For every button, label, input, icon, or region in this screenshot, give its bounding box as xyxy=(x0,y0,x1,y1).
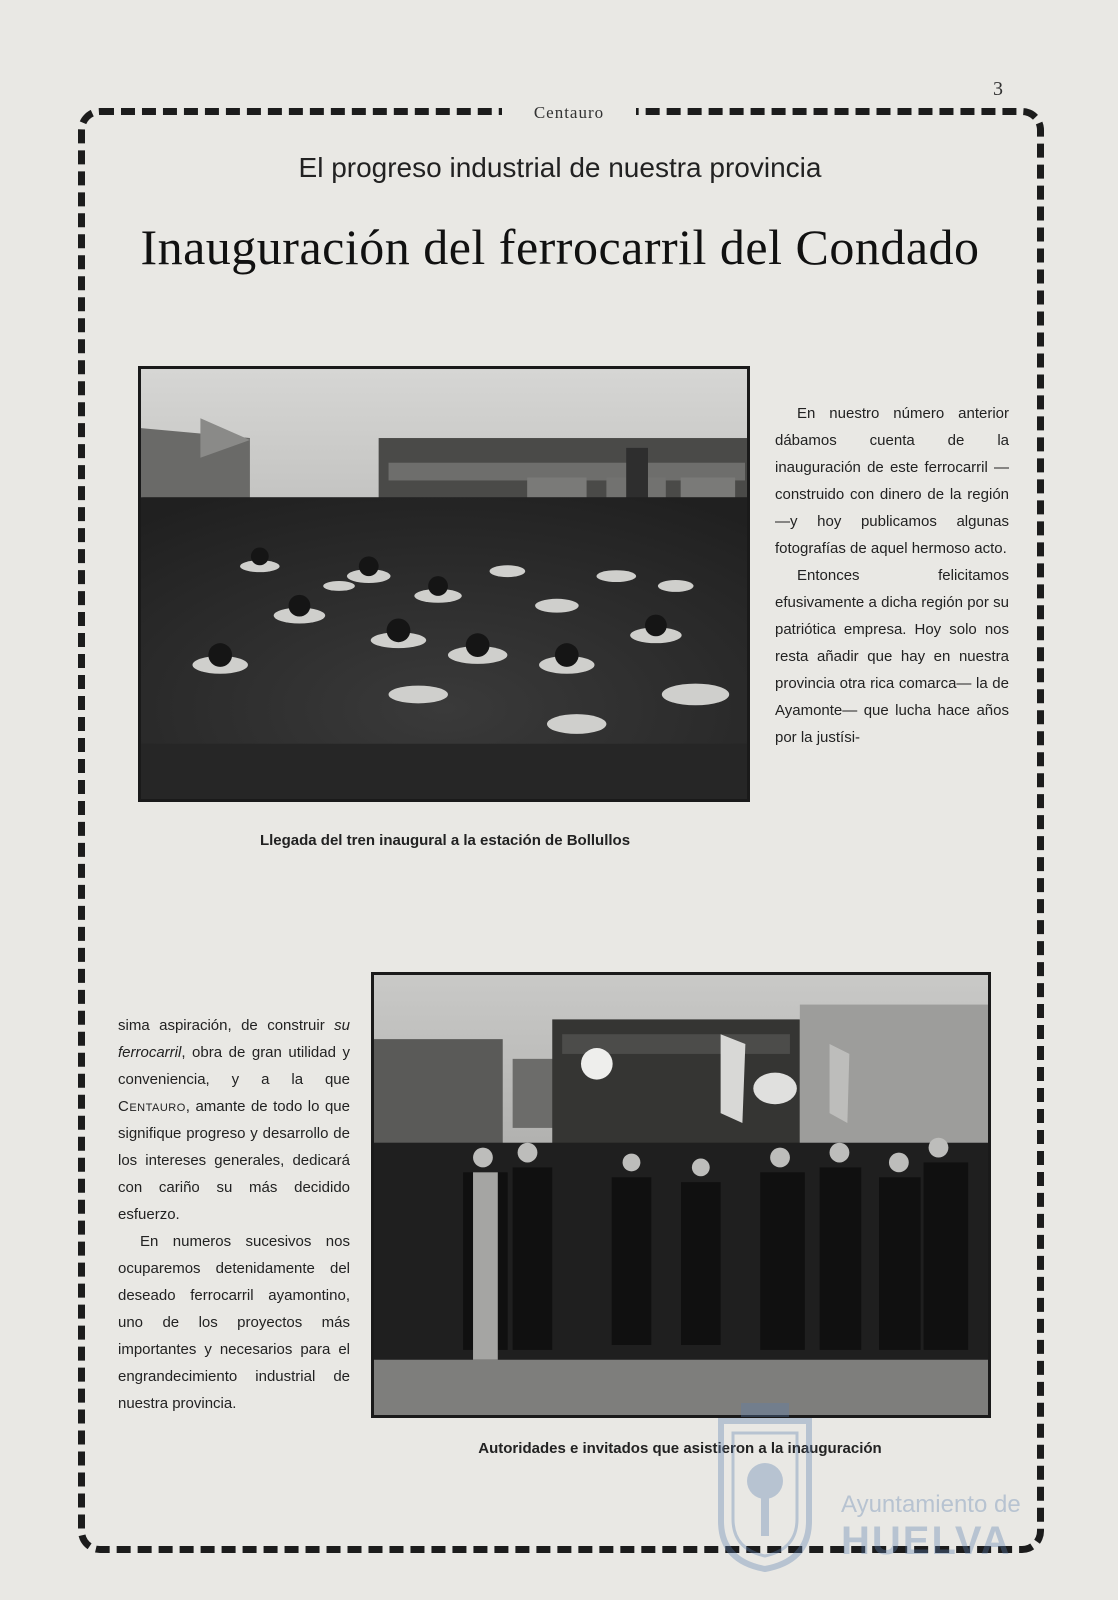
article-left-column xyxy=(118,1012,350,1417)
photo-caption-train-arrival: Llegada del tren inaugural a la estación de Bollullos xyxy=(259,832,631,849)
article-headline: Inauguración del ferrocarril del Condado xyxy=(140,219,980,275)
authorities-photo-illustration xyxy=(374,975,988,1415)
archive-watermark xyxy=(705,1395,1035,1580)
left-p1-text-a: sima aspiración, de construir xyxy=(118,1017,335,1034)
right-paragraph-2: Entonces felicitamos efusivamente a dicha región por su patriótica empresa. Hoy solo nos resta añadir que hay en nuestra provincia otra rica comarca— la de Ayamonte— que lucha hace años por la justísi- xyxy=(775,567,1009,746)
crowd-photo-illustration xyxy=(141,369,747,799)
coat-of-arms-icon xyxy=(711,1401,819,1573)
left-p1-text-c: , amante de todo lo que signifique progreso y desarrollo de los intereses generales, dedicará con cariño su más decidido esfuerzo. xyxy=(118,1098,350,1223)
left-paragraph-2: En numeros sucesivos nos ocuparemos detenidamente del deseado ferrocarril ayamontino, uno de los proyectos más importantes y necesarios para el engrandecimiento industrial de nuestra provincia. xyxy=(118,1233,350,1412)
article-kicker: El progreso industrial de nuestra provincia xyxy=(298,152,822,183)
masthead: Centauro xyxy=(502,100,636,126)
article-right-column xyxy=(775,400,1009,751)
left-p1-text-b: , obra de gran utilidad y conveniencia, y a la que xyxy=(118,1044,350,1088)
watermark-city-label: Ayuntamiento de xyxy=(841,1491,1021,1518)
photo-train-arrival xyxy=(138,366,750,802)
left-p1-brand: Centauro xyxy=(118,1098,186,1115)
left-p1-italic: su ferrocarril xyxy=(118,1017,350,1061)
right-paragraph-1: En nuestro número anterior dábamos cuenta de la inauguración de este ferrocarril —construido con dinero de la región—y hoy publicamos algunas fotografías de aquel hermoso acto. xyxy=(775,405,1009,557)
photo-authorities xyxy=(371,972,991,1418)
watermark-city-name: HUELVA xyxy=(841,1519,1012,1563)
photo-caption-authorities: Autoridades e invitados que asistieron a la inauguración xyxy=(478,1440,882,1457)
page-number: 3 xyxy=(993,78,1003,100)
left-paragraph-1 xyxy=(118,1012,350,1228)
